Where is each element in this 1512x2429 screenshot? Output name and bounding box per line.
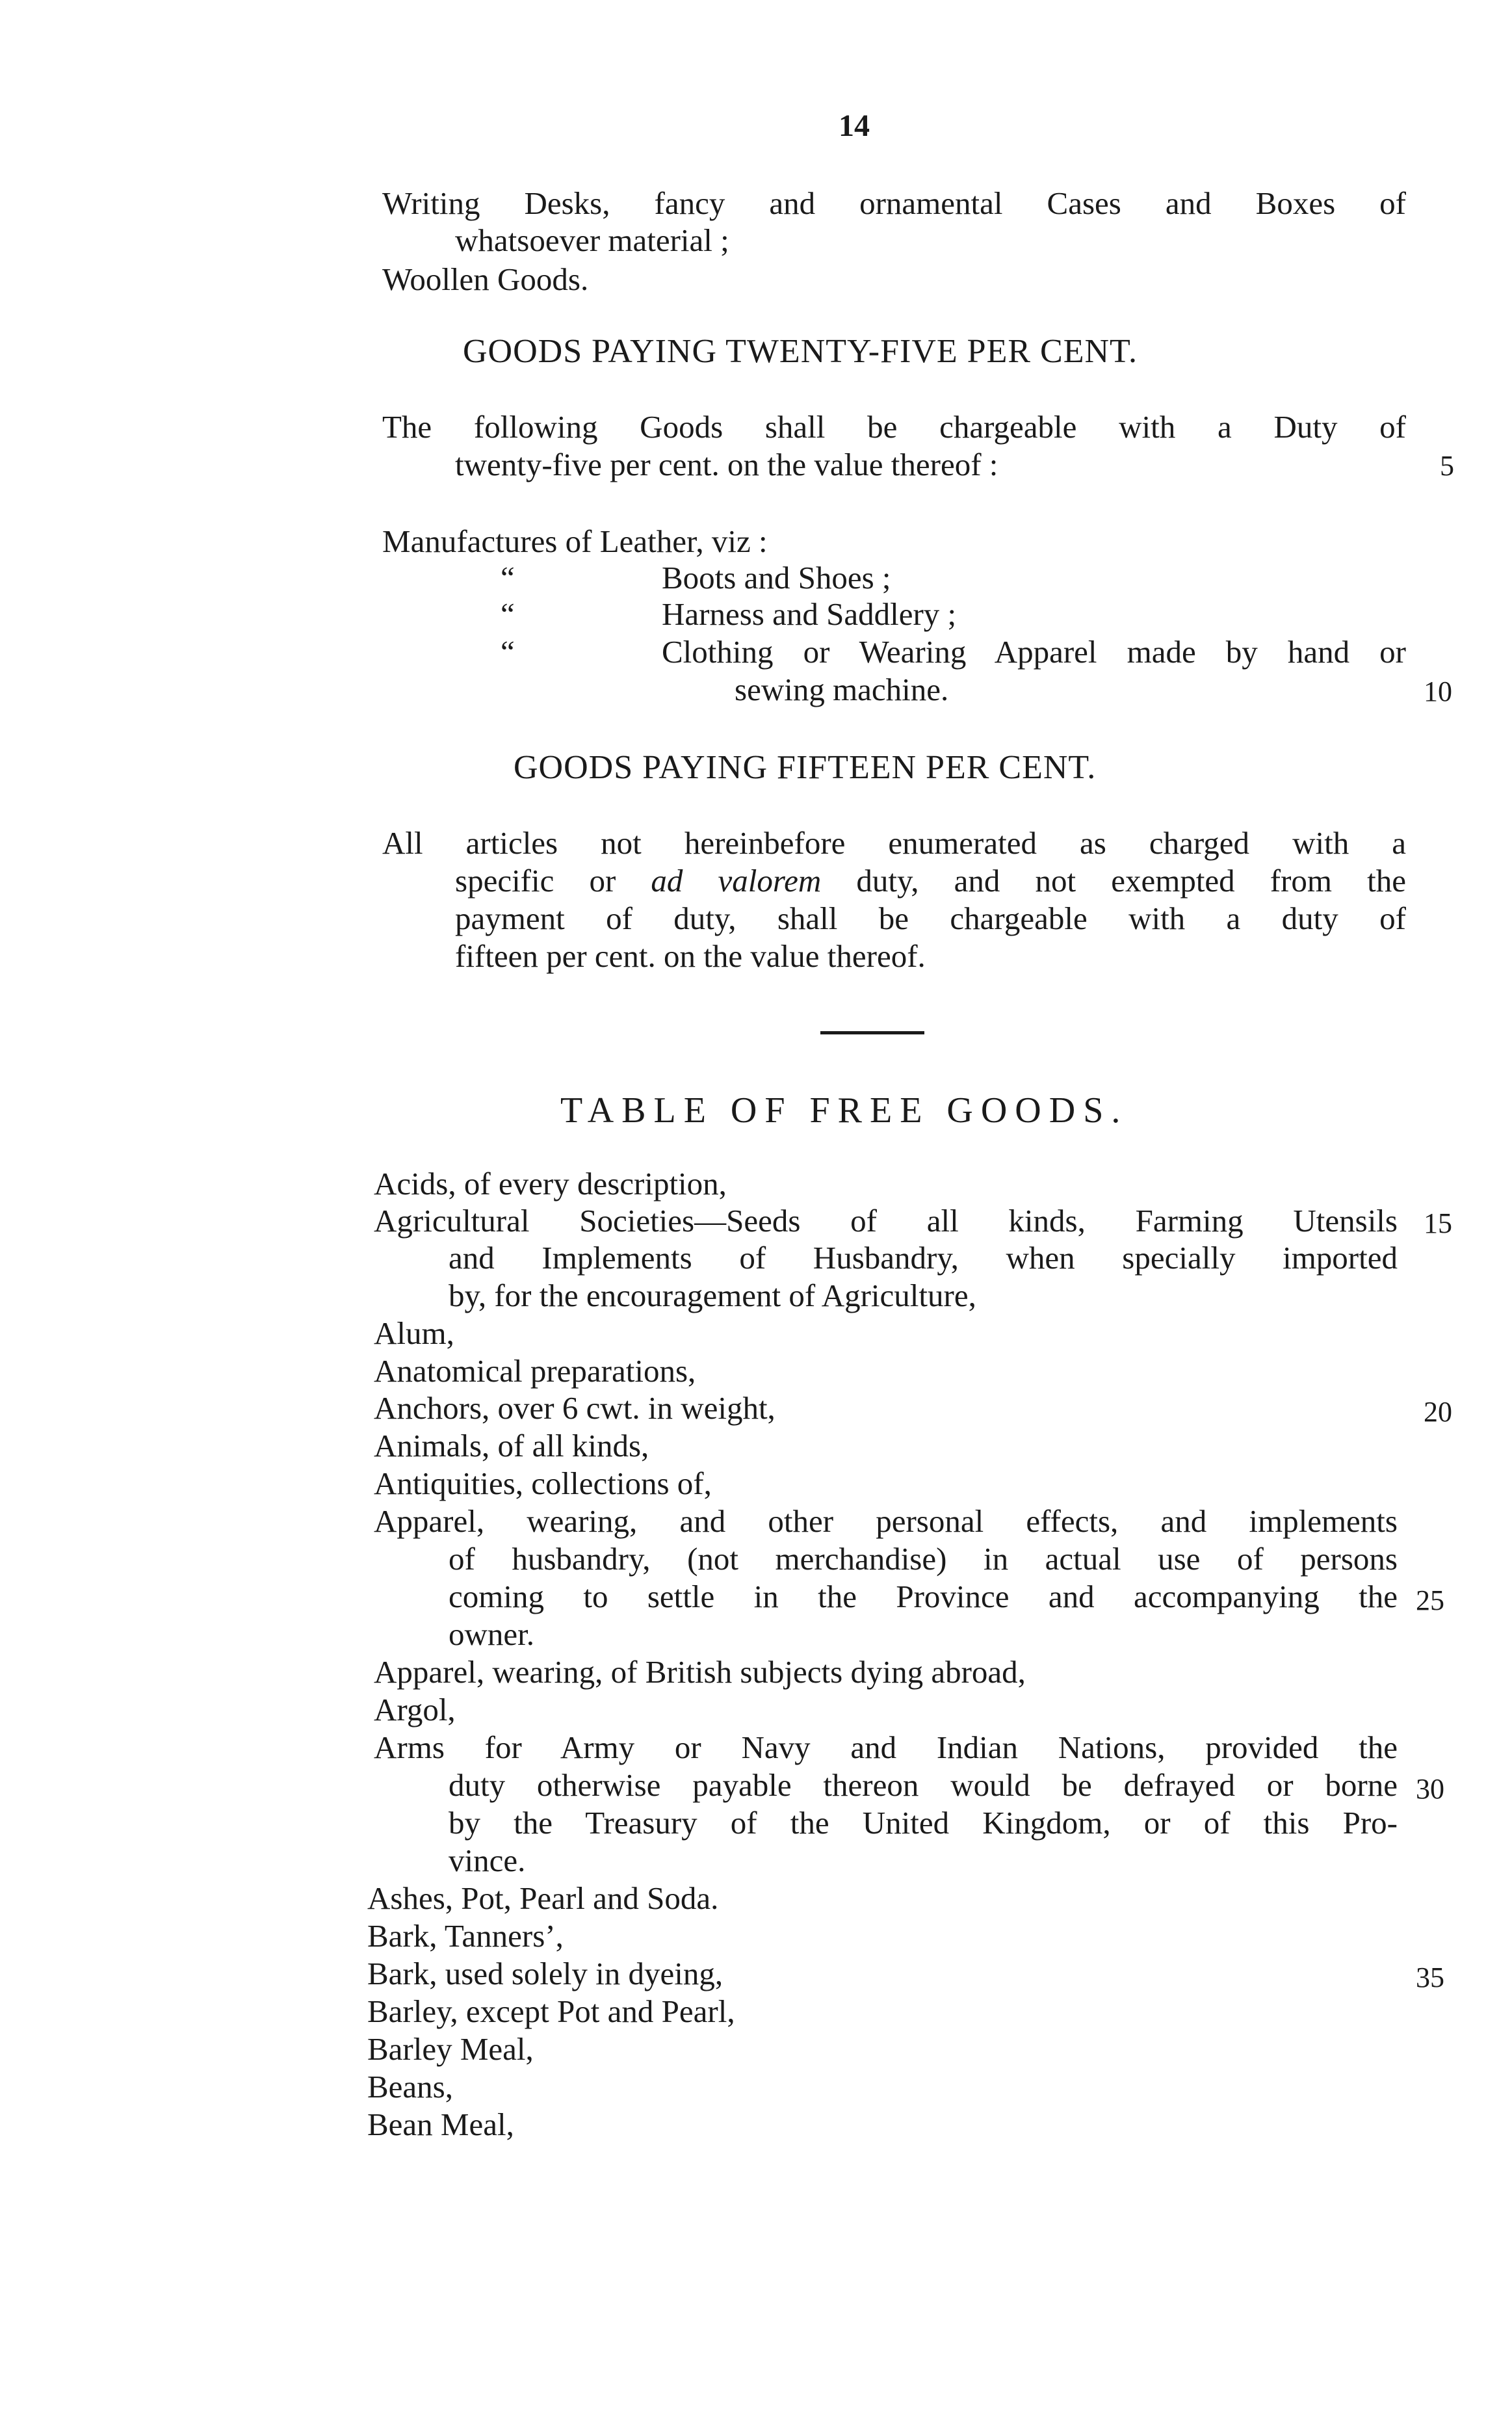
- list-item: Barley Meal,: [367, 2031, 534, 2067]
- list-item: Bark, Tanners’,: [367, 1918, 564, 1954]
- page-number: 14: [839, 109, 870, 143]
- list-item: Barley, except Pot and Pearl,: [367, 1993, 735, 2029]
- text-line: Manufactures of Leather, viz :: [382, 523, 768, 559]
- list-item: Alum,: [374, 1315, 454, 1351]
- text-line: Woollen Goods.: [382, 261, 589, 297]
- list-item: Beans,: [367, 2069, 453, 2105]
- list-item-continuation: vince.: [449, 1843, 526, 1878]
- list-item: Anatomical preparations,: [374, 1353, 696, 1389]
- list-item-continuation: duty otherwise payable thereon would be defrayed or borne: [449, 1767, 1398, 1803]
- list-item: Antiquities, collections of,: [374, 1465, 712, 1501]
- list-item-continuation: by, for the encouragement of Agriculture,: [449, 1278, 976, 1313]
- text-line: twenty-five per cent. on the value thereof :: [455, 447, 998, 482]
- italic-term: ad valorem: [651, 863, 822, 899]
- list-item: Apparel, wearing, and other personal effects, and implements: [374, 1503, 1398, 1539]
- margin-line-number: 25: [1416, 1584, 1444, 1616]
- text-line: All articles not hereinbefore enumerated as charged with a: [382, 825, 1406, 861]
- ditto-mark: “: [501, 560, 515, 596]
- ditto-mark: “: [501, 634, 515, 670]
- text-run: duty, and not exempted from the: [821, 863, 1406, 899]
- text-line: Writing Desks, fancy and ornamental Cases and Boxes of: [382, 185, 1406, 221]
- margin-line-number: 20: [1424, 1396, 1452, 1428]
- list-item-continuation: owner.: [449, 1616, 534, 1652]
- margin-line-number: 5: [1440, 450, 1454, 482]
- list-item: Agricultural Societies—Seeds of all kinds, Farming Utensils: [374, 1203, 1398, 1239]
- text-line: fifteen per cent. on the value thereof.: [455, 938, 926, 974]
- text-line: sewing machine.: [735, 672, 949, 707]
- list-item-continuation: coming to settle in the Province and accompanying the: [449, 1579, 1398, 1614]
- margin-line-number: 35: [1416, 1962, 1444, 1993]
- list-item-continuation: by the Treasury of the United Kingdom, or of this Pro-: [449, 1805, 1398, 1841]
- list-item: Bark, used solely in dyeing,: [367, 1956, 723, 1991]
- text-line: [455, 865, 1406, 897]
- section-heading: GOODS PAYING TWENTY-FIVE PER CENT.: [463, 333, 1138, 370]
- list-item: Argol,: [374, 1692, 456, 1727]
- margin-line-number: 15: [1424, 1207, 1452, 1239]
- text-line: whatsoever material ;: [455, 222, 729, 258]
- table-title: TABLE OF FREE GOODS.: [560, 1090, 1128, 1131]
- text-line: The following Goods shall be chargeable with a Duty of: [382, 409, 1406, 445]
- list-item-continuation: and Implements of Husbandry, when specially imported: [449, 1240, 1398, 1276]
- list-item: Bean Meal,: [367, 2107, 514, 2142]
- section-heading: GOODS PAYING FIFTEEN PER CENT.: [514, 749, 1097, 786]
- text-line: payment of duty, shall be chargeable with a duty of: [455, 900, 1406, 936]
- margin-line-number: 10: [1424, 676, 1452, 707]
- text-line: Boots and Shoes ;: [662, 560, 891, 596]
- list-item: Animals, of all kinds,: [374, 1428, 649, 1464]
- ditto-mark: “: [501, 596, 515, 632]
- list-item-continuation: of husbandry, (not merchandise) in actual use of persons: [449, 1541, 1398, 1577]
- text-line: Harness and Saddlery ;: [662, 596, 957, 632]
- list-item: Ashes, Pot, Pearl and Soda.: [367, 1880, 719, 1916]
- list-item: Apparel, wearing, of British subjects dying abroad,: [374, 1654, 1026, 1690]
- divider-rule: [820, 1031, 924, 1034]
- text-line: Clothing or Wearing Apparel made by hand or: [662, 634, 1406, 670]
- list-item: Acids, of every description,: [374, 1166, 727, 1201]
- margin-line-number: 30: [1416, 1773, 1444, 1805]
- list-item: Anchors, over 6 cwt. in weight,: [374, 1390, 776, 1426]
- text-run: specific or: [455, 863, 651, 899]
- list-item: Arms for Army or Navy and Indian Nations, provided the: [374, 1729, 1398, 1765]
